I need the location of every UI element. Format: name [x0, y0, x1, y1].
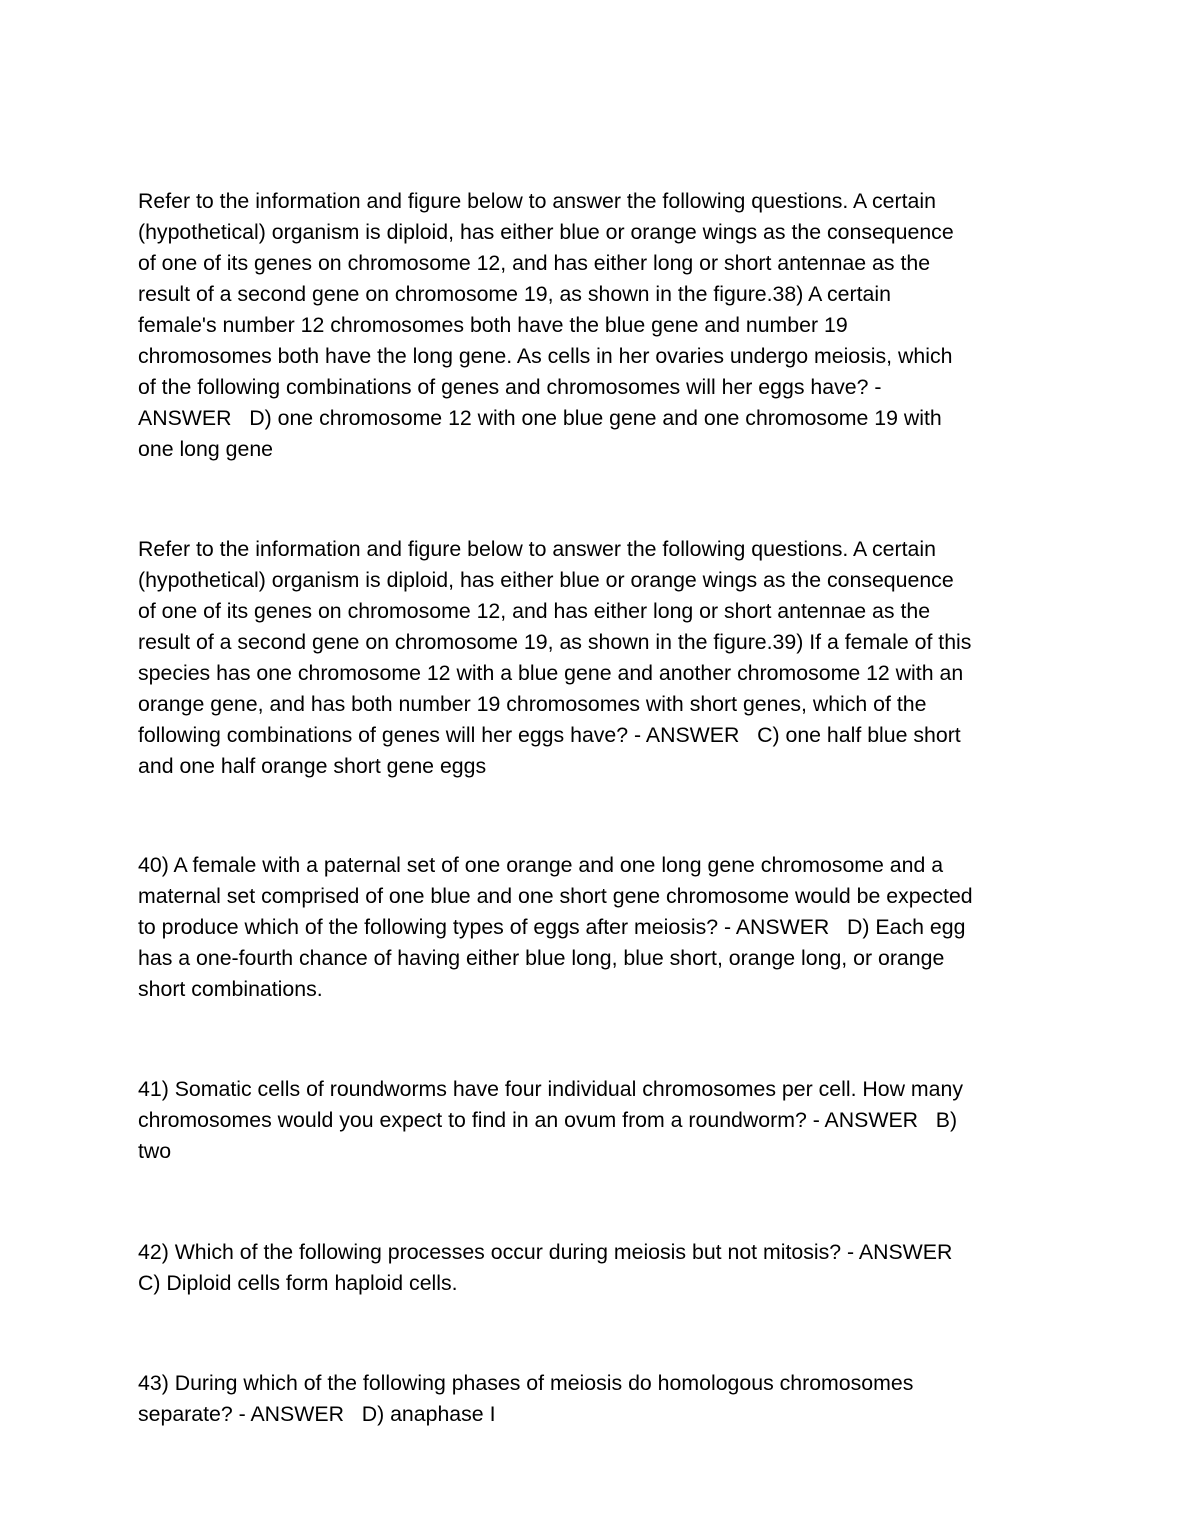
text-line: female's number 12 chromosomes both have the blue gene and number 19: [138, 313, 848, 337]
text-line: of one of its genes on chromosome 12, and has either long or short antennae as the: [138, 251, 931, 275]
qa-block-38: [138, 186, 1068, 465]
answer-line: one long gene: [138, 437, 274, 461]
text-line: 43) During which of the following phases of meiosis do homologous chromosomes: [138, 1371, 914, 1395]
text-line: 40) A female with a paternal set of one orange and one long gene chromosome and a: [138, 853, 944, 877]
qa-block-39: [138, 534, 1068, 782]
answer-line: separate? - ANSWER D) anaphase I: [138, 1402, 496, 1426]
answer-line: C) Diploid cells form haploid cells.: [138, 1271, 458, 1295]
answer-line: chromosomes would you expect to find in an ovum from a roundworm? - ANSWER B): [138, 1108, 958, 1132]
qa-block-41: [138, 1074, 1068, 1167]
text-line: Refer to the information and figure below to answer the following questions. A certain: [138, 537, 936, 561]
answer-line: has a one-fourth chance of having either blue long, blue short, orange long, or orange: [138, 946, 945, 970]
qa-block-40: [138, 850, 1068, 1005]
text-line: species has one chromosome 12 with a blue gene and another chromosome 12 with an: [138, 661, 964, 685]
answer-line: and one half orange short gene eggs: [138, 754, 487, 778]
answer-line: ANSWER D) one chromosome 12 with one blue gene and one chromosome 19 with: [138, 406, 942, 430]
text-line: 42) Which of the following processes occur during meiosis but not mitosis? - ANSWER: [138, 1240, 953, 1264]
text-line: orange gene, and has both number 19 chromosomes with short genes, which of the: [138, 692, 927, 716]
qa-block-42: [138, 1237, 1068, 1299]
qa-block-43: [138, 1368, 1068, 1430]
text-line: result of a second gene on chromosome 19, as shown in the figure.38) A certain: [138, 282, 891, 306]
text-line: (hypothetical) organism is diploid, has either blue or orange wings as the consequence: [138, 568, 954, 592]
answer-line: two: [138, 1139, 172, 1163]
answer-line: following combinations of genes will her eggs have? - ANSWER C) one half blue short: [138, 723, 961, 747]
text-line: Refer to the information and figure below to answer the following questions. A certain: [138, 189, 936, 213]
text-line: of the following combinations of genes and chromosomes will her eggs have? -: [138, 375, 882, 399]
answer-line: to produce which of the following types of eggs after meiosis? - ANSWER D) Each egg: [138, 915, 966, 939]
text-line: 41) Somatic cells of roundworms have four individual chromosomes per cell. How many: [138, 1077, 964, 1101]
answer-line: short combinations.: [138, 977, 323, 1001]
text-line: maternal set comprised of one blue and one short gene chromosome would be expected: [138, 884, 973, 908]
text-line: result of a second gene on chromosome 19, as shown in the figure.39) If a female of this: [138, 630, 972, 654]
text-line: of one of its genes on chromosome 12, and has either long or short antennae as the: [138, 599, 931, 623]
text-line: (hypothetical) organism is diploid, has either blue or orange wings as the consequence: [138, 220, 954, 244]
text-line: chromosomes both have the long gene. As cells in her ovaries undergo meiosis, which: [138, 344, 953, 368]
